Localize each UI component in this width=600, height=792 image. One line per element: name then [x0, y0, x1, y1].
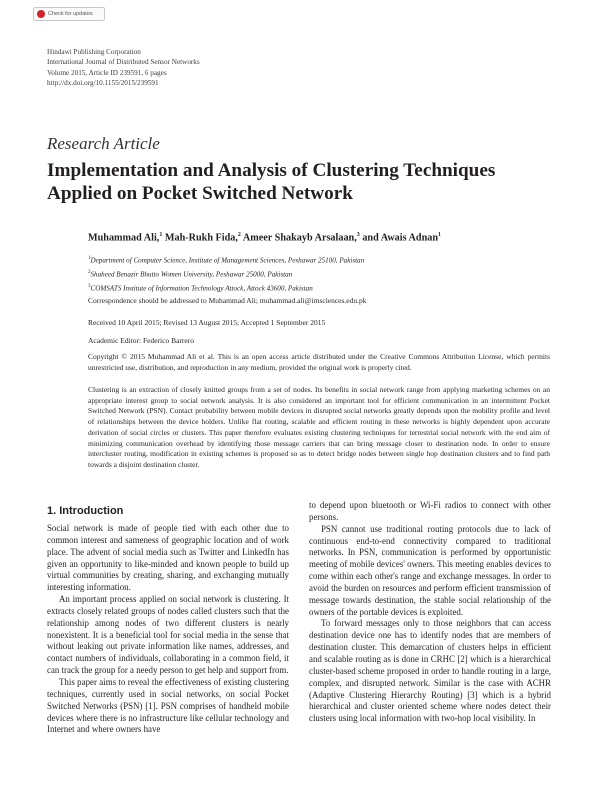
title-line-2: Applied on Pocket Switched Network — [47, 183, 353, 204]
paragraph: Social network is made of people tied with each other due to common interest and sameness of geographic location and of work place. The advent of social media such as Twitter and LinkedIn has given an opportunity to like-minded and known people to build up virtual communities by creating, sharing, and exchanging mutually interesting information. — [47, 523, 289, 593]
academic-editor: Academic Editor: Federico Barrero — [88, 336, 194, 345]
badge-label: Check for updates — [48, 11, 93, 17]
paragraph: This paper aims to reveal the effectiveness of existing clustering techniques, currently used in social networks, on social Pocket Switched Networks (PSN) [1]. PSN comprises of handheld mobile devices where there is no infrastructure like cellular technology and Internet and where owners have — [47, 676, 289, 735]
abstract: Clustering is an extraction of closely knitted groups from a set of nodes. Its benefits in social network range from applying marketing schemes on an appropriate interest group to social network analysis. It is also considered an important tool for efficient communication in an intermittent Pocket Switched Network (PSN). Contact probability between mobile devices in disrupted social networks greatly depends upon the mobility profile and level of relationships between the device holders. Unlike flat routing, scalable and efficient routing in these networks is highly dependent upon accurate derivation of social circles or clusters. This paper therefore evaluates existing clustering techniques for terrestrial social network with the end aim of minimizing communication overhead by identifying those message carriers that can bring message closer to destination node. In order to ensure intercluster routing, modification in existing schemes is proposed so as to detect bridge nodes between single hop destination clusters and to find path towards a disjoint destination cluster. — [88, 385, 550, 469]
publisher: Hindawi Publishing Corporation — [47, 48, 141, 56]
paragraph: to depend upon bluetooth or Wi-Fi radios to connect with other persons. — [309, 500, 551, 522]
author-name: Mah-Rukh Fida, — [164, 232, 238, 244]
author-affil-mark: 1 — [438, 232, 442, 238]
journal-name: International Journal of Distributed Sensor Networks — [47, 58, 200, 67]
section-heading: 1. Introduction — [47, 505, 124, 517]
article-type: Research Article — [47, 134, 160, 153]
title-line-1: Implementation and Analysis of Clustering Techniques — [47, 160, 496, 181]
affiliation-item: $^1$Department of Computer Science, Institute of Management Sciences, Peshawar 25100, Pakistan — [88, 256, 365, 265]
author-affil-mark: 3 — [356, 232, 360, 238]
correspondence: Correspondence should be addressed to Muhammad Ali; muhammad.ali@imsciences.edu.pk — [88, 296, 367, 305]
journal-info — [47, 47, 200, 89]
author-affil-mark: 1 — [159, 232, 163, 238]
paragraph: PSN cannot use traditional routing protocols due to lack of continuous end-to-end connectivity compared to traditional networks. In PSN, communication is performed by opportunistic meeting of mobile devices' owners. This meeting enables devices to come within each other's range and exchange messages. In order to avoid the burden on resources and perform efficient transmission of message towards destination, the stable social relationship of the owners of the portable devices is exploited. — [309, 523, 551, 617]
check-for-updates-badge[interactable] — [33, 7, 105, 21]
affiliations — [88, 253, 364, 295]
author-name: Muhammad Ali, — [88, 232, 160, 244]
copyright-notice: Copyright © 2015 Muhammad Ali et al. This is an open access article distributed under the Creative Commons Attribution License, which permits unrestricted use, distribution, and reproduction in any medium, provided the original work is properly cited. — [88, 352, 550, 372]
update-icon — [37, 10, 45, 18]
paper-title — [47, 159, 495, 205]
volume-info: Volume 2015, Article ID 239591, 6 pages — [47, 68, 167, 77]
author-list — [88, 232, 441, 243]
author-name: Ameer Shakayb Arsalaan, — [242, 232, 357, 244]
paragraph: An important process applied on social network is clustering. It extracts closely related groups of nodes called clusters such that the relationship among nodes of two different clusters is nearly nonexistent. It is a beneficial tool for social media in the sense that without leaking out private information like names, addresses, and contact numbers of individuals, collaborating in a common field, it can track the group for a needy person to get help and support from. — [47, 594, 289, 676]
affiliation-item: $^2$Shaheed Benazir Bhutto Women University, Peshawar 25000, Pakistan — [88, 269, 293, 279]
affiliation-item: $^3$COMSATS Institute of Information Technology Attock, Attock 43600, Pakistan — [88, 283, 313, 293]
author-affil-mark: 2 — [237, 232, 241, 238]
right-column — [309, 500, 551, 725]
article-dates: Received 10 April 2015; Revised 13 August 2015; Accepted 1 September 2015 — [88, 318, 326, 327]
left-column — [47, 523, 289, 736]
doi-link[interactable]: http://dx.doi.org/10.1155/2015/239591 — [47, 79, 159, 88]
author-name: and Awais Adnan — [362, 232, 439, 244]
paragraph: To forward messages only to those neighbors that can access destination device one has to identify nodes that are members of destination cluster. This demarcation of clusters helps in efficient and scalable routing as is done in CRHC [2] which is a hierarchical cluster-based scheme proposed in order to handle routing in a large, complex, and disrupted network. Similar is the case with ACHR (Adaptive Clustering Hierarchy Routing) [3] which is a hybrid hierarchical and cluster oriented scheme where nodes detect their clusters using local information with two-hop local visibility. In — [309, 618, 551, 724]
